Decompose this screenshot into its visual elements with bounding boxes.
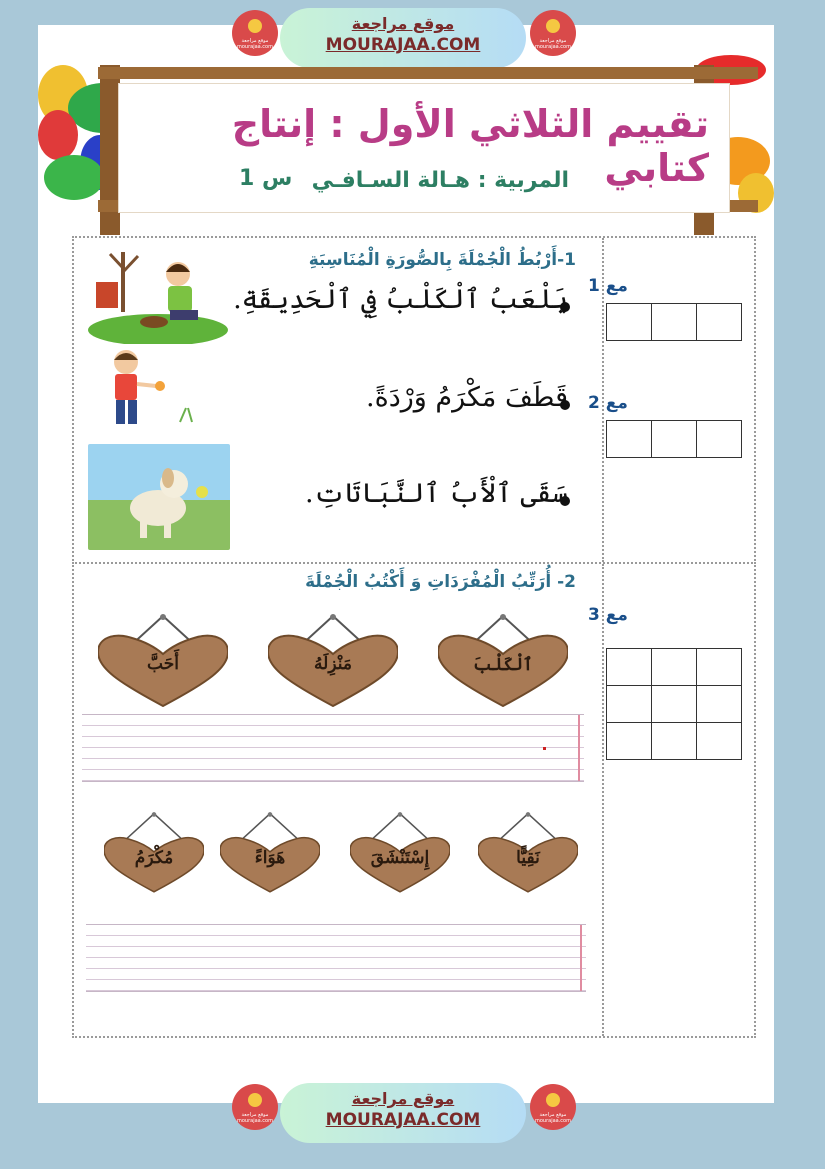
sentence-3: سَقَى ٱلْأَبُ ٱلنَّبَاتَاتِ. bbox=[304, 478, 568, 509]
word-heart[interactable] bbox=[220, 806, 320, 901]
criterion-3-label: مع 3 bbox=[588, 605, 628, 625]
section-match-sentences bbox=[72, 236, 756, 564]
word-label: مَنْزِلَهُ bbox=[314, 654, 352, 674]
word-heart[interactable] bbox=[98, 612, 228, 707]
score-cell[interactable] bbox=[652, 304, 697, 341]
word-heart[interactable] bbox=[104, 806, 204, 901]
watermark-site-en[interactable]: MOURAJAA.COM bbox=[325, 35, 481, 55]
word-label: نَقِيًّا bbox=[516, 848, 540, 868]
dog-garden-picture bbox=[88, 444, 230, 550]
watermark-site-ar[interactable]: موقع مراجعة bbox=[351, 14, 455, 33]
criterion-3-grid bbox=[606, 648, 742, 760]
balloon-decoration bbox=[44, 155, 104, 200]
page-title: تقييم الثلاثي الأول : إنتاج كتابي bbox=[231, 102, 709, 190]
criterion-1-label: مع 1 bbox=[588, 276, 628, 296]
word-label: إِسْتَنْشَقَ bbox=[370, 848, 430, 868]
score-cell[interactable] bbox=[607, 723, 652, 760]
sentence-2: قَطَفَ مَكْرَمُ وَرْدَةً. bbox=[366, 382, 568, 413]
header-frame bbox=[38, 55, 774, 225]
score-cell[interactable] bbox=[607, 649, 652, 686]
score-cell[interactable] bbox=[697, 649, 742, 686]
criterion-1-grid bbox=[606, 303, 742, 341]
score-cell[interactable] bbox=[697, 304, 742, 341]
score-cell[interactable] bbox=[607, 421, 652, 458]
writing-lines-2[interactable] bbox=[86, 924, 586, 992]
site-logo-right-top: موقع مراجعة mourajaa.com bbox=[530, 10, 576, 56]
instruction-1: 1-أَرْبُطُ الْجُمْلَةَ بِالصُّورَةِ الْمُنَاسِبَةِ bbox=[308, 250, 576, 270]
score-cell[interactable] bbox=[697, 723, 742, 760]
score-cell[interactable] bbox=[652, 723, 697, 760]
score-cell[interactable] bbox=[607, 304, 652, 341]
word-label: أَحَبَّ bbox=[147, 654, 179, 674]
score-cell[interactable] bbox=[697, 421, 742, 458]
word-label: هَوَاءً bbox=[254, 848, 286, 868]
site-logo-left-top: موقع مراجعة mourajaa.com bbox=[232, 10, 278, 56]
score-cell[interactable] bbox=[652, 421, 697, 458]
writing-lines-1[interactable] bbox=[82, 714, 584, 782]
word-heart[interactable] bbox=[478, 806, 578, 901]
site-logo-right-bottom: موقع مراجعة mourajaa.com bbox=[530, 1084, 576, 1130]
watermark-site-en[interactable]: MOURAJAA.COM bbox=[325, 1110, 481, 1130]
watermark-banner-bottom[interactable] bbox=[280, 1083, 526, 1143]
score-cell[interactable] bbox=[607, 686, 652, 723]
boy-planting-picture bbox=[88, 248, 230, 344]
word-heart[interactable] bbox=[350, 806, 450, 901]
wood-plank-top bbox=[98, 67, 758, 79]
section-divider bbox=[602, 564, 604, 1036]
title-board bbox=[118, 83, 730, 213]
score-cell[interactable] bbox=[652, 649, 697, 686]
instruction-2: 2- أُرَتِّبُ الْمُفْرَدَاتِ وَ أَكْتُبُ الْجُمْلَةَ bbox=[305, 572, 576, 592]
boy-flower-picture bbox=[88, 346, 230, 430]
word-heart[interactable] bbox=[438, 612, 568, 707]
word-heart[interactable] bbox=[268, 612, 398, 707]
question-number: س 1 bbox=[239, 166, 293, 191]
word-label: ٱلْكَلْبَ bbox=[473, 655, 533, 675]
score-cell[interactable] bbox=[652, 686, 697, 723]
teacher-name: المربية : هـالة السـافـي bbox=[311, 168, 569, 193]
balloon-decoration bbox=[38, 110, 78, 160]
word-label: مُكْرَمُ bbox=[134, 848, 174, 868]
criterion-2-label: مع 2 bbox=[588, 393, 628, 413]
sentence-1: يَلْعَبُ ٱلْكَلْبُ فِي ٱلْحَدِيقَةِ. bbox=[233, 284, 568, 315]
site-logo-left-bottom: موقع مراجعة mourajaa.com bbox=[232, 1084, 278, 1130]
score-cell[interactable] bbox=[697, 686, 742, 723]
watermark-site-ar[interactable]: موقع مراجعة bbox=[351, 1089, 455, 1108]
criterion-2-grid bbox=[606, 420, 742, 458]
